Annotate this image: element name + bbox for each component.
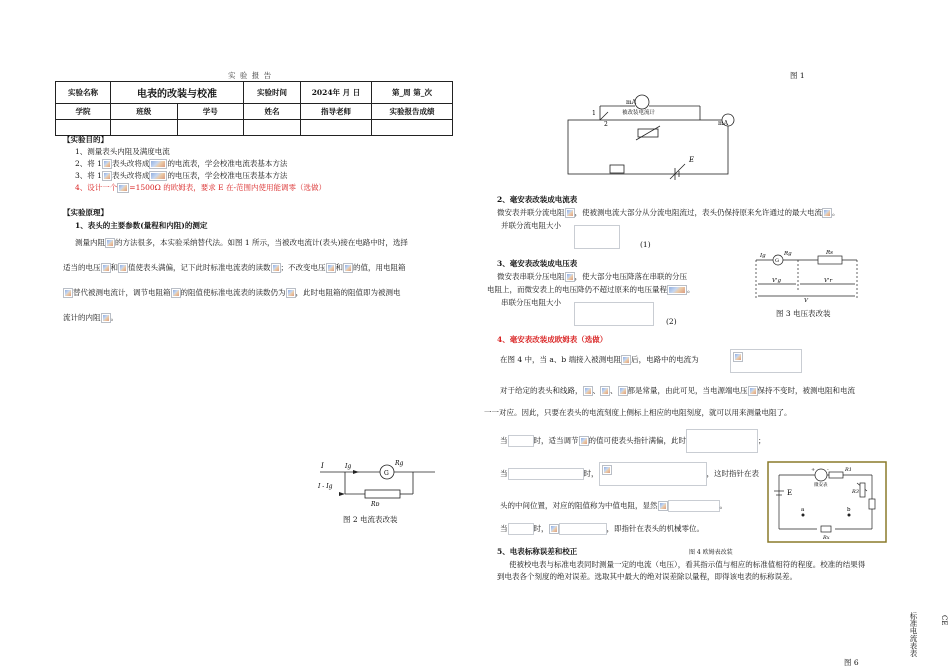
fig2-caption: 图 2 电流表改装: [343, 515, 398, 524]
fig3-circuit: [752, 246, 867, 304]
formula-image: [565, 208, 575, 218]
purpose-item-2: 2、将 1 表头改将成 的电流表，学会校准电流表基本方法: [75, 159, 288, 168]
principle-section: [63, 207, 463, 323]
formula-box: [730, 349, 802, 373]
fig6-caption: 图 6: [844, 658, 859, 667]
fig4-b: b: [847, 507, 851, 513]
fig3-caption: 图 3 电压表改装: [776, 309, 831, 318]
formula-image: [822, 208, 832, 218]
purpose-item-4: 4、设计一个 =1500Ω 的欧姆表，要求 E 在-范围内使用能调零（选做）: [75, 183, 327, 192]
formula-image: [565, 272, 575, 282]
formula-image: [326, 263, 336, 273]
fig2-g-label: G: [384, 470, 389, 477]
sec4-p2: 对于给定的表头和线路， 、 、 都是常量，由此可见，当电源端电压 保持不变时，被测电阻和电流: [500, 386, 855, 395]
fig4-rx: Rx: [823, 535, 830, 541]
formula-image: [748, 386, 758, 396]
formula-image: [658, 501, 668, 511]
fig4-caption: 图 4 欧姆表改装: [689, 549, 733, 556]
formula-image: [286, 288, 296, 298]
fig4-a: a: [801, 507, 805, 513]
formula-image: [733, 352, 743, 362]
fig1-e-label: E: [689, 156, 695, 164]
fig1-s2: 2: [604, 121, 608, 128]
time-label: 实验时间: [244, 82, 301, 104]
report-header: 实 验 报 告: [228, 71, 273, 80]
formula-image: [602, 465, 612, 475]
formula-box: [508, 468, 584, 480]
fig1-ma2-label: mA: [718, 120, 729, 127]
formula-image: [117, 183, 129, 193]
principle-p3: 替代被测电流计，调节电阻箱 的阻值使标准电流表的读数仍为 ，此时电阻箱的阻值即为被测电: [63, 287, 463, 298]
formula-box: [574, 302, 654, 326]
col-name: 姓名: [244, 104, 301, 120]
fig2-rg-label: Rg: [395, 460, 404, 467]
fig3-rs: Rs: [826, 250, 833, 256]
purpose-section: [63, 134, 463, 194]
experiment-time: 2024年 月 日: [301, 82, 372, 104]
formula-image: [101, 313, 111, 323]
sec2: [497, 193, 917, 232]
principle-p1: 测量内阻 的方法很多，本实验采纳替代法。如图 1 所示，当被改电流计(表头)接在电路中时，选择: [75, 238, 408, 247]
sec5-title: 5、电表标称误差和校正: [497, 547, 578, 556]
fig2-rp-label: Rp: [371, 501, 380, 506]
sec4-title: 4、毫安表改装成欧姆表（选做）: [497, 335, 608, 344]
fig4-minus: -: [827, 467, 829, 473]
purpose-item-1: 1、测量表头内阻及满度电流: [75, 147, 170, 156]
sec5-p2: 到电表各个刻度的绝对误差。选取其中最大的绝对误差除以量程，即得该电表的标称误差。: [497, 572, 797, 581]
formula-box: [599, 462, 707, 486]
sec4-p6: 头的中间位置，对应的阻值称为中值电阻，显然 。: [500, 501, 727, 510]
fig3-vg: V'g: [772, 278, 782, 284]
sec4-p7: 当 时， ，即指针在表头的机械零位。: [500, 524, 704, 533]
fig1-g-label: 被改装电流计: [622, 110, 656, 116]
col-student-id: 学号: [177, 104, 244, 120]
formula-image: [583, 386, 593, 396]
formula-image: [579, 436, 589, 446]
principle-sub1: 1、表头的主要参数(量程和内阻)的测定: [75, 221, 208, 230]
formula-image: [549, 524, 559, 534]
principle-heading: 【实验原理】: [63, 208, 108, 217]
fig4-r1: R1: [845, 467, 852, 473]
sec2-eq-num: (1): [640, 240, 651, 249]
sec5: [497, 559, 915, 583]
fig3-g: G: [775, 258, 779, 264]
formula-box: [508, 435, 534, 447]
week-session: 第_周 第_次: [372, 82, 453, 104]
formula-box: [686, 429, 758, 453]
sec2-formula: 并联分流电阻大小: [501, 221, 561, 230]
sec3-p1: 微安表串联分压电阻 ，使大部分电压降落在串联的分压: [497, 272, 687, 281]
formula-image: [667, 285, 687, 295]
formula-image: [101, 263, 111, 273]
purpose-item-3: 3、将 1 表头改将成 的电压表，学会校准电压表基本方法: [75, 171, 288, 180]
fig3-rg: Rg: [784, 251, 792, 257]
report-info-table: [55, 81, 453, 136]
fig1-s1: 1: [592, 110, 596, 117]
formula-image: [343, 263, 353, 273]
formula-image: [105, 238, 115, 248]
edge-ce: CE: [940, 615, 948, 626]
col-score: 实验报告成绩: [372, 104, 453, 120]
formula-image: [618, 386, 628, 396]
sec3-eq-num: (2): [666, 317, 677, 326]
formula-box: [668, 500, 720, 512]
fig2-circuit: [315, 456, 445, 506]
sec3-formula: 串联分压电阻大小: [501, 298, 561, 307]
fig3-v: V: [804, 298, 808, 304]
formula-image: [102, 171, 112, 181]
principle-p2: 适当的电压 和 值使表头满偏，记下此时标准电流表的读数 ；不改变电压 和 的值，用电阻箱: [63, 263, 406, 272]
formula-image: [118, 263, 128, 273]
purpose-heading: 【实验目的】: [63, 135, 108, 144]
formula-box: [508, 523, 534, 535]
fig2-iminus-label: I - Ig: [318, 483, 333, 490]
sec4-p1: 在图 4 中，当 a、b 端接入被测电阻 后，电路中的电流为: [500, 355, 699, 364]
fig3-vr: V'r: [824, 278, 833, 284]
fig2-ig-label: Ig: [345, 463, 352, 470]
sec4-p5: 当 时， ，这时指针在表: [500, 462, 759, 486]
formula-image: [271, 263, 281, 273]
formula-image: [149, 171, 167, 181]
formula-image: [621, 355, 631, 365]
sec3-p2: 电阻上，而微安表上的电压降仍不超过原来的电压量程 。: [487, 285, 695, 294]
sec5-p1: 使被校电表与标准电表同时测量一定的电流（电压），看其指示值与相应的标准值相符的程度。校准的结果得: [509, 560, 866, 569]
fig4-g-label: 微安表: [814, 483, 828, 488]
sec4-p4: 当 时，适当调节 的值可使表头指针满偏，此时 ；: [500, 429, 766, 453]
edge-vertical-text: [908, 612, 919, 657]
sec4-p3: 一一对应。因此，只要在表头的电流刻度上侧标上相应的电阻刻度，就可以用来测量电阻了。: [484, 408, 792, 417]
name-label: 实验名称: [56, 82, 111, 104]
fig1-caption: 图 1: [790, 71, 805, 80]
formula-image: [149, 159, 167, 169]
formula-box: [574, 225, 620, 249]
edge-col-1: 标准电: [909, 612, 918, 635]
experiment-name: 电表的改装与校准: [111, 82, 244, 104]
sec2-p: 微安表并联分流电阻 ，使被测电流大部分从分流电阻流过，表头仍保持原来允许通过的最大电流 。: [497, 208, 840, 217]
fig3-ig: Ig: [760, 253, 766, 259]
edge-col-2: 流表表: [909, 634, 918, 657]
col-teacher: 指导老师: [301, 104, 372, 120]
fig1-circuit: [560, 82, 760, 182]
principle-p4: 流计的内阻 。: [63, 313, 118, 322]
fig1-ma-label: mA: [626, 99, 637, 106]
sec3-title: 3、毫安表改装成电压表: [497, 259, 578, 268]
formula-image: [63, 288, 73, 298]
fig4-circuit: [767, 461, 887, 543]
formula-image: [171, 288, 181, 298]
formula-image: [600, 386, 610, 396]
col-college: 学院: [56, 104, 111, 120]
sec2-title: 2、毫安表改装成电流表: [497, 195, 578, 204]
formula-image: [102, 159, 112, 169]
fig2-i-label: I: [321, 462, 324, 470]
fig4-plus: +: [811, 467, 816, 473]
fig4-r3: R3: [852, 489, 859, 495]
col-class: 班级: [111, 104, 178, 120]
fig4-e: E: [787, 489, 793, 497]
formula-box: [559, 523, 607, 535]
